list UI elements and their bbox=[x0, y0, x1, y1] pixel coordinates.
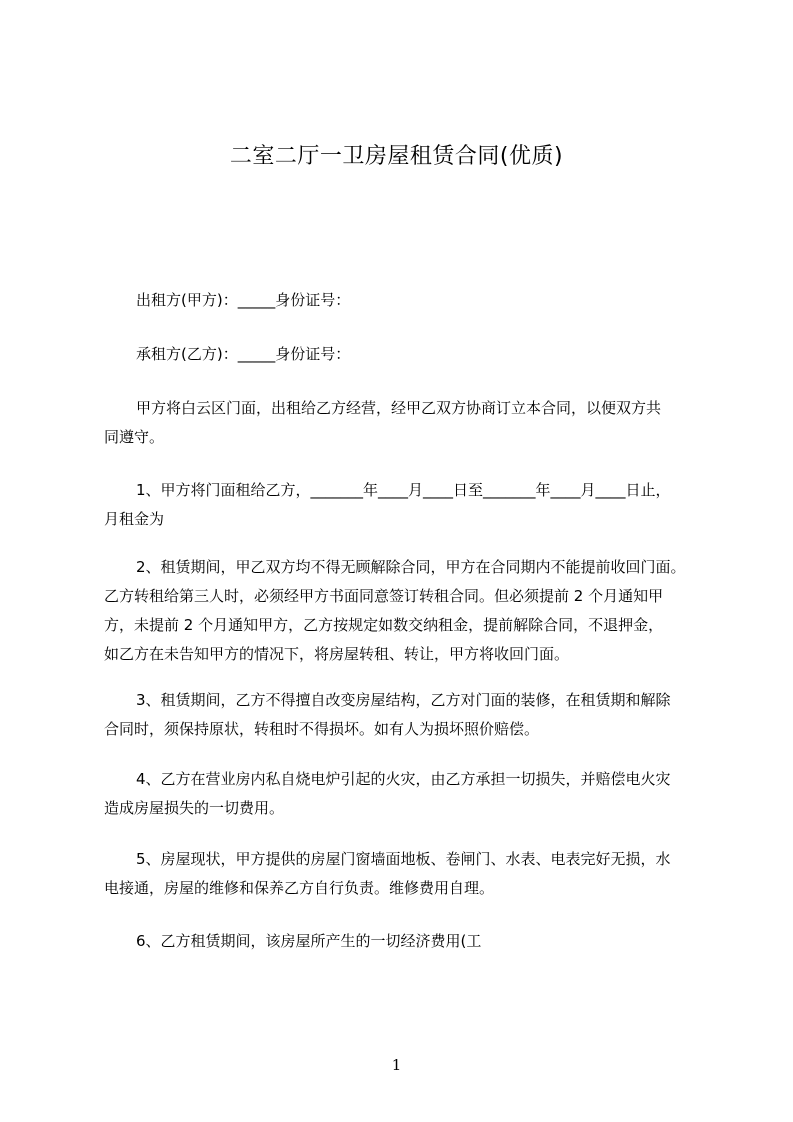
document-title: 二室二厅一卫房屋租赁合同(优质) bbox=[229, 144, 564, 169]
clause-line: 方，未提前 2 个月通知甲方，乙方按规定如数交纳租金，提前解除合同，不退押金， bbox=[104, 616, 664, 634]
clause-line: 2、租赁期间，甲乙双方均不得无顾解除合同，甲方在合同期内不能提前收回门面。 bbox=[136, 558, 686, 576]
clause-line: 乙方转租给第三人时，必须经甲方书面同意签订转租合同。但必须提前 2 个月通知甲 bbox=[104, 587, 664, 605]
clause-5 bbox=[104, 845, 716, 903]
clause-line: 月租金为 bbox=[104, 510, 165, 528]
lessor-line: 出租方(甲方)：_____身份证号： bbox=[136, 291, 351, 309]
clause-line: 电接通，房屋的维修和保养乙方自行负责。维修费用自理。 bbox=[104, 879, 495, 897]
intro-line: 同遵守。 bbox=[104, 428, 165, 446]
clause-6 bbox=[104, 927, 716, 956]
clause-1 bbox=[104, 476, 716, 534]
intro-line: 甲方将白云区门面，出租给乙方经营，经甲乙双方协商订立本合同，以便双方共 bbox=[136, 399, 662, 417]
clause-line: 4、乙方在营业房内私自烧电炉引起的火灾，由乙方承担一切损失，并赔偿电火灾 bbox=[136, 770, 671, 788]
clause-2 bbox=[104, 553, 716, 669]
clause-line: 6、乙方租赁期间，该房屋所产生的一切经济费用(工 bbox=[136, 932, 482, 950]
clause-line: 如乙方在未告知甲方的情况下，将房屋转租、转让，甲方将收回门面。 bbox=[104, 645, 570, 663]
clause-4 bbox=[104, 765, 716, 823]
lessor-paragraph bbox=[104, 286, 716, 315]
clause-line: 3、租赁期间，乙方不得擅自改变房屋结构，乙方对门面的装修，在租赁期和解除 bbox=[136, 691, 671, 709]
lessee-paragraph bbox=[104, 340, 716, 369]
clause-line: 合同时，须保持原状，转租时不得损坏。如有人为损坏照价赔偿。 bbox=[104, 720, 540, 738]
page-number: 1 bbox=[391, 1056, 402, 1074]
clause-line: 5、房屋现状，甲方提供的房屋门窗墙面地板、卷闸门、水表、电表完好无损，水 bbox=[136, 850, 671, 868]
clause-line: 造成房屋损失的一切费用。 bbox=[104, 799, 285, 817]
lessee-line: 承租方(乙方)：_____身份证号： bbox=[136, 345, 351, 363]
intro-paragraph bbox=[104, 394, 716, 452]
clause-3 bbox=[104, 686, 716, 744]
clause-line: 1、甲方将门面租给乙方，_______年____月____日至_______年____月____日止， bbox=[136, 481, 671, 499]
